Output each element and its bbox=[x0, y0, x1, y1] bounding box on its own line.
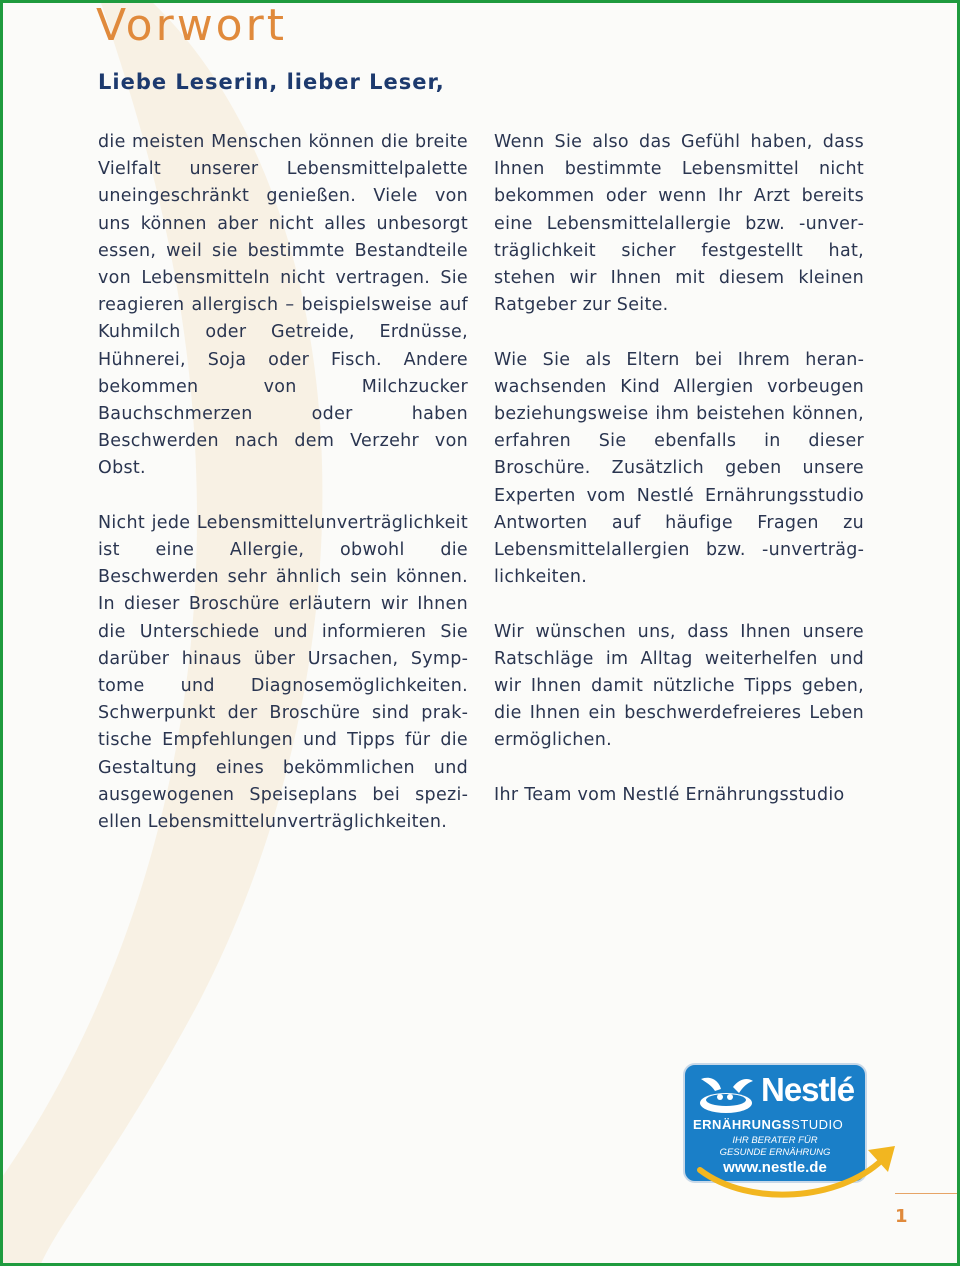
paragraph: Wie Sie als Eltern bei Ihrem heranwachsenden Kind Allergien vorbeugen beziehungsweise ihm beistehen können, erfahren Sie ebenfalls in dieser Broschüre. Zusätzlich geben unsere Experten vom Nestlé Ernährungsstudio Antworten auf häufige Fragen zu Lebensmittelallergien bzw. -unverträglichkeiten. bbox=[494, 349, 864, 588]
paragraph: Nicht jede Lebensmittelunverträglichkeit ist eine Allergie, obwohl die Beschwerden sehr ähnlich sein können. In dieser Broschüre erläutern wir Ihnen die Unterschiede und informieren Sie darüber hinaus über Ursachen, Symptome und Diagnosemöglichkeiten. Schwerpunkt der Broschüre sind praktische Empfehlungen und Tipps für die Gestaltung eines bekömmlichen und ausgewogenen Speiseplans bei speziellen Lebensmittelunverträglichkeiten. bbox=[98, 512, 468, 833]
text-column-right bbox=[494, 129, 864, 836]
text-column-left bbox=[98, 129, 468, 863]
page-number-rule bbox=[895, 1193, 957, 1194]
paragraph: Wenn Sie also das Gefühl haben, dass Ihnen bestimmte Lebensmittel nicht bekommen oder wenn Ihr Arzt bereits eine Lebensmittelallergie bzw. -unverträglichkeit sicher festgestellt hat, stehen wir Ihnen mit diesem kleinen Ratgeber zur Seite. bbox=[494, 132, 864, 316]
signature: Ihr Team vom Nestlé Ernährungsstudio bbox=[494, 784, 845, 805]
paragraph: Wir wünschen uns, dass Ihnen unsere Ratschläge im Alltag weiterhelfen und wir Ihnen damit nützliche Tipps geben, die Ihnen ein beschwerdefreieres Leben ermöglichen. bbox=[494, 621, 864, 751]
logo-url[interactable]: www.nestle.de bbox=[723, 1159, 827, 1176]
salutation: Liebe Leserin, lieber Leser, bbox=[98, 70, 445, 94]
logo-brand: Nestlé bbox=[761, 1071, 855, 1108]
swoosh-arrow-icon bbox=[690, 1130, 900, 1210]
logo-tagline: IHR BERATER FÜR GESUNDE ERNÄHRUNG bbox=[719, 1135, 831, 1158]
page-title: Vorwort bbox=[96, 0, 287, 51]
nest-birds-icon bbox=[695, 1073, 757, 1115]
page-number: 1 bbox=[895, 1206, 908, 1227]
paragraph: die meisten Menschen können die breite Vielfalt unserer Lebensmittelpalette uneingeschränkt genießen. Viele von uns können aber nicht alles unbesorgt essen, weil sie bestimmte Bestandteile von Lebensmitteln nicht vertragen. Sie reagieren allergisch – beispielsweise auf Kuhmilch oder Getreide, Erdnüsse, Hühnerei, Soja oder Fisch. Andere bekommen von Milchzucker Bauchschmerzen oder haben Beschwerden nach dem Verzehr von Obst. bbox=[98, 132, 468, 479]
logo-studio: ERNÄHRUNGSSTUDIO bbox=[693, 1117, 844, 1132]
